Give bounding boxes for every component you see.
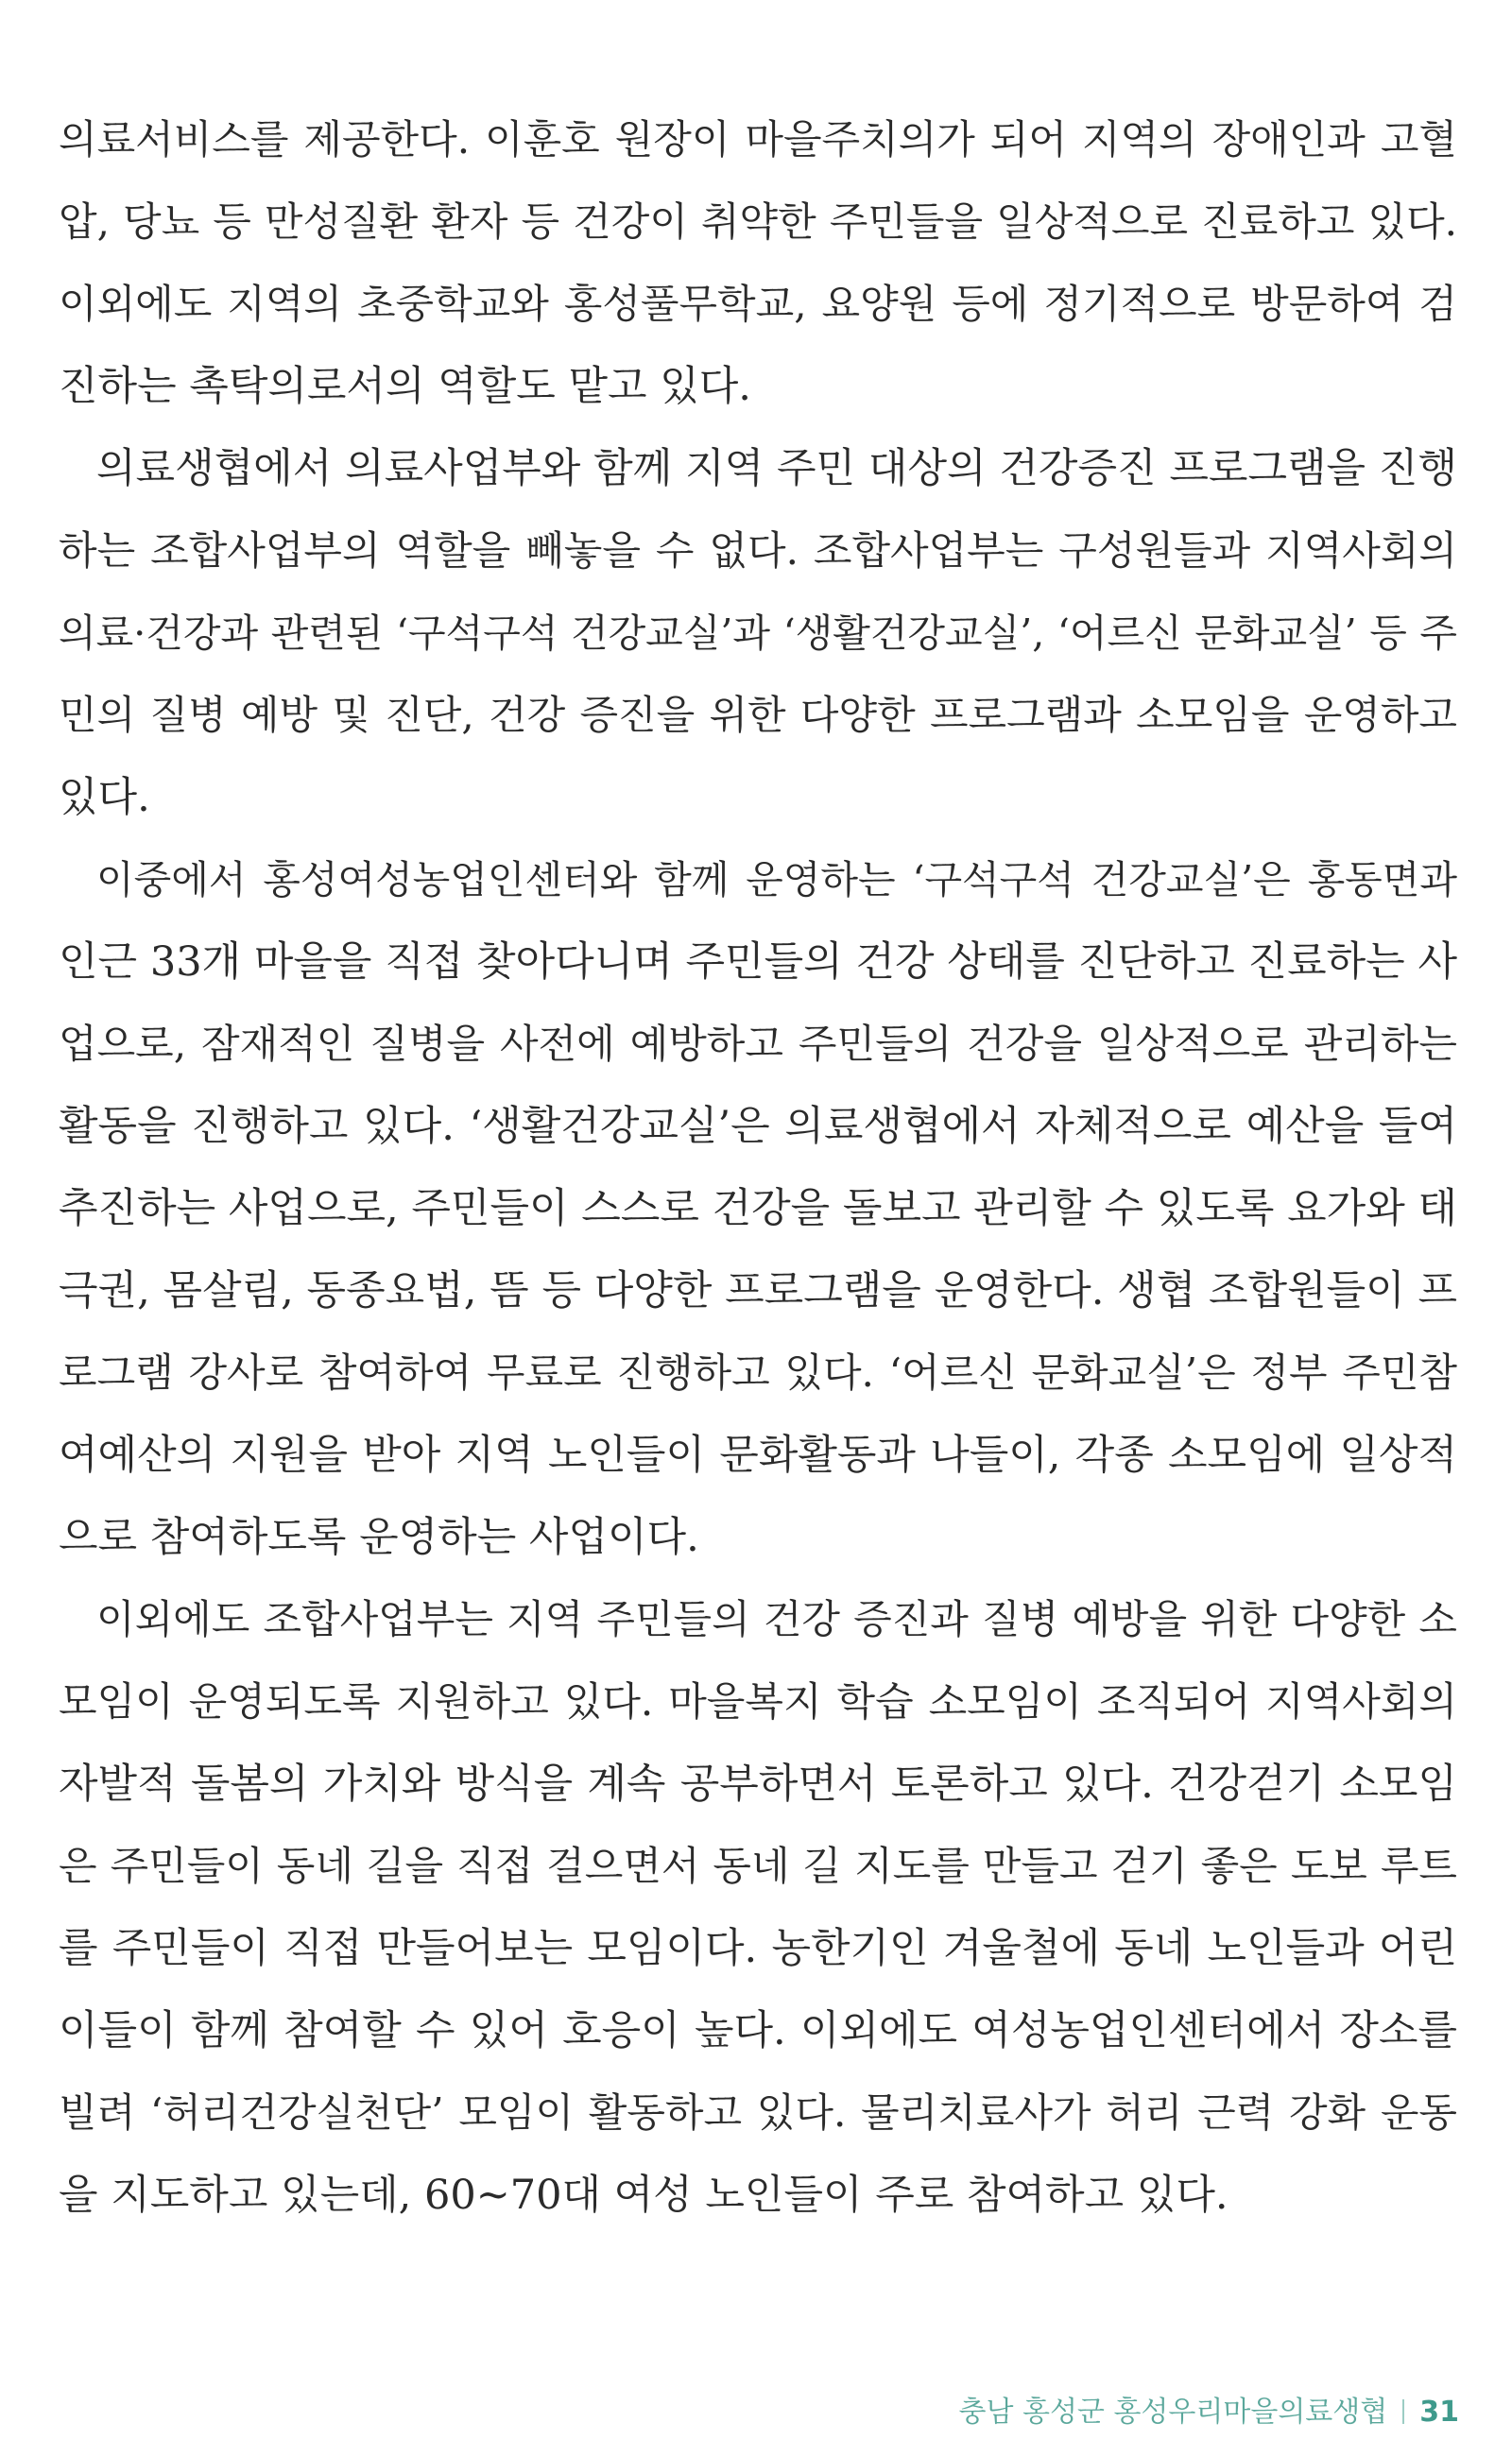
text-line: 빌려 ‘허리건강실천단’ 모임이 활동하고 있다. 물리치료사가 허리 근력 강화 운동	[59, 2089, 1457, 2136]
text-line: 업으로, 잠재적인 질병을 사전에 예방하고 주민들의 건강을 일상적으로 관리하는	[59, 1021, 1457, 1067]
text-line: 압, 당뇨 등 만성질환 환자 등 건강이 취약한 주민들을 일상적으로 진료하고 있다.	[59, 198, 1457, 245]
text-line: 의료생협에서 의료사업부와 함께 지역 주민 대상의 건강증진 프로그램을 진행	[96, 445, 1457, 492]
text-line: 로그램 강사로 참여하여 무료로 진행하고 있다. ‘어르신 문화교실’은 정부 주민참	[59, 1349, 1457, 1396]
text-line: 이외에도 지역의 초중학교와 홍성풀무학교, 요양원 등에 정기적으로 방문하여 검	[59, 281, 1457, 327]
text-line: 을 지도하고 있는데, 60~70대 여성 노인들이 주로 참여하고 있다.	[59, 2172, 1228, 2219]
text-line: 은 주민들이 동네 길을 직접 걸으면서 동네 길 지도를 만들고 걷기 좋은 도보 루트	[59, 1843, 1457, 1889]
footer-divider	[1402, 2399, 1404, 2424]
page-footer	[958, 2389, 1459, 2436]
text-line: 이들이 함께 참여할 수 있어 호응이 높다. 이외에도 여성농업인센터에서 장소를	[59, 2007, 1457, 2054]
text-line: 를 주민들이 직접 만들어보는 모임이다. 농한기인 겨울철에 동네 노인들과 어린	[59, 1925, 1457, 1972]
text-line: 활동을 진행하고 있다. ‘생활건강교실’은 의료생협에서 자체적으로 예산을 들여	[59, 1103, 1457, 1150]
text-line: 인근 33개 마을을 직접 찾아다니며 주민들의 건강 상태를 진단하고 진료하는 사	[59, 938, 1457, 986]
text-line: 있다.	[59, 774, 150, 821]
text-line: 의료서비스를 제공한다. 이훈호 원장이 마을주치의가 되어 지역의 장애인과 고혈	[59, 116, 1457, 163]
text-line: 여예산의 지원을 받아 지역 노인들이 문화활동과 나들이, 각종 소모임에 일상적	[59, 1432, 1457, 1479]
text-line: 이외에도 조합사업부는 지역 주민들의 건강 증진과 질병 예방을 위한 다양한 소	[96, 1596, 1457, 1642]
text-line: 진하는 촉탁의로서의 역할도 맡고 있다.	[59, 363, 751, 410]
text-line: 으로 참여하도록 운영하는 사업이다.	[59, 1514, 699, 1561]
footer-title: 충남 홍성군 홍성우리마을의료생협	[958, 2396, 1388, 2429]
text-line: 이중에서 홍성여성농업인센터와 함께 운영하는 ‘구석구석 건강교실’은 홍동면과	[96, 857, 1457, 902]
text-line: 모임이 운영되도록 지원하고 있다. 마을복지 학습 소모임이 조직되어 지역사회의	[59, 1678, 1457, 1725]
text-line: 자발적 돌봄의 가치와 방식을 계속 공부하면서 토론하고 있다. 건강걷기 소모임	[59, 1761, 1457, 1808]
text-line: 극권, 몸살림, 동종요법, 뜸 등 다양한 프로그램을 운영한다. 생협 조합원들이 프	[59, 1267, 1457, 1314]
text-line: 의료·건강과 관련된 ‘구석구석 건강교실’과 ‘생활건강교실’, ‘어르신 문화교실’ 등 주	[59, 610, 1457, 656]
text-line: 민의 질병 예방 및 진단, 건강 증진을 위한 다양한 프로그램과 소모임을 운영하고	[59, 692, 1457, 738]
page-number: 31	[1419, 2396, 1459, 2429]
text-line: 추진하는 사업으로, 주민들이 스스로 건강을 돌보고 관리할 수 있도록 요가와 태	[59, 1185, 1457, 1232]
text-line: 하는 조합사업부의 역할을 빼놓을 수 없다. 조합사업부는 구성원들과 지역사회의	[59, 527, 1457, 574]
